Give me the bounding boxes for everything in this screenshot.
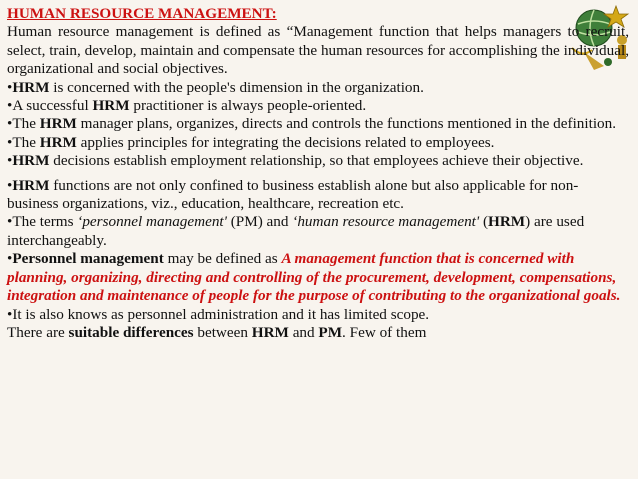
hrm-term: HRM (12, 152, 50, 170)
bullet-text: is concerned with the people's dimension in the organization. (49, 78, 424, 96)
bullet-marker: • (7, 115, 13, 133)
bullet-text: A successful (12, 97, 93, 115)
hrm-term: HRM (12, 78, 50, 96)
bullet-text: The (12, 133, 40, 151)
bullet-text: It is also knows as personnel administration and it has limited scope. (12, 305, 430, 323)
bullet-text: practitioner is always people-oriented. (129, 97, 367, 115)
bullet-decisions (7, 152, 629, 170)
line-text: . Few of them (342, 323, 427, 341)
suitable-differences: suitable differences (68, 323, 194, 341)
bullet-practitioner (7, 97, 629, 115)
bullet-marker: • (7, 78, 13, 96)
bullet-text: The terms (12, 213, 78, 231)
bullet-marker: • (7, 213, 13, 231)
hrm-term: HRM (12, 176, 50, 194)
bullet-text: (PM) and (226, 213, 293, 231)
line-text: between (193, 323, 252, 341)
hrm-term: HRM (92, 97, 130, 115)
bullet-personnel-definition (7, 250, 629, 305)
term-hrm: ‘human resource management' (292, 213, 480, 231)
bullet-marker: • (7, 152, 13, 170)
bullet-principles (7, 134, 629, 152)
hrm-term: HRM (251, 323, 289, 341)
bullet-text: may be defined as (163, 250, 282, 268)
hrm-term: HRM (488, 213, 526, 231)
bullet-text: ) are used interchangeably. (7, 213, 585, 249)
line-text: and (288, 323, 319, 341)
bullet-marker: • (7, 133, 13, 151)
slide-content (7, 5, 629, 342)
line-text: There are (7, 323, 69, 341)
hrm-term: HRM (39, 133, 77, 151)
term-personnel-management-bold: Personnel management (12, 250, 164, 268)
pm-term: PM (318, 323, 343, 341)
differences-line (7, 324, 629, 342)
bullet-manager-plans (7, 115, 629, 133)
bullet-text: applies principles for integrating the decisions related to employees. (76, 133, 495, 151)
bullet-marker: • (7, 250, 13, 268)
hrm-term: HRM (39, 115, 77, 133)
bullet-terms (7, 213, 629, 250)
bullet-text: decisions establish employment relationship, so that employees achieve their objective. (49, 152, 584, 170)
slide-title: HUMAN RESOURCE MANAGEMENT: (7, 5, 277, 22)
bullet-administration (7, 306, 629, 324)
bullet-marker: • (7, 305, 13, 323)
bullet-text: ( (479, 213, 489, 231)
bullet-text: manager plans, organizes, directs and controls the functions mentioned in the definition. (76, 115, 617, 133)
term-personnel-management: ‘personnel management' (77, 213, 227, 231)
bullet-text: The (12, 115, 40, 133)
bullet-functions (7, 177, 629, 214)
bullet-hrm-people (7, 79, 629, 97)
definition-paragraph: Human resource management is defined as “Management function that helps managers to recruit, select, train, develop, maintain and compensate the human resources for accomplishing the individual, organizational and social objectives. (7, 23, 629, 78)
bullet-marker: • (7, 176, 13, 194)
bullet-marker: • (7, 97, 13, 115)
bullet-text: functions are not only confined to business establish alone but also applicable for non- business organizations, viz., education, healthcare, recreation etc. (7, 176, 579, 213)
personnel-definition-highlight: A management function that is concerned with planning, organizing, directing and controlling of the procurement, development, compensations, integration and maintenance of people for the purpose of contributing to the organizational goals. (7, 250, 621, 305)
